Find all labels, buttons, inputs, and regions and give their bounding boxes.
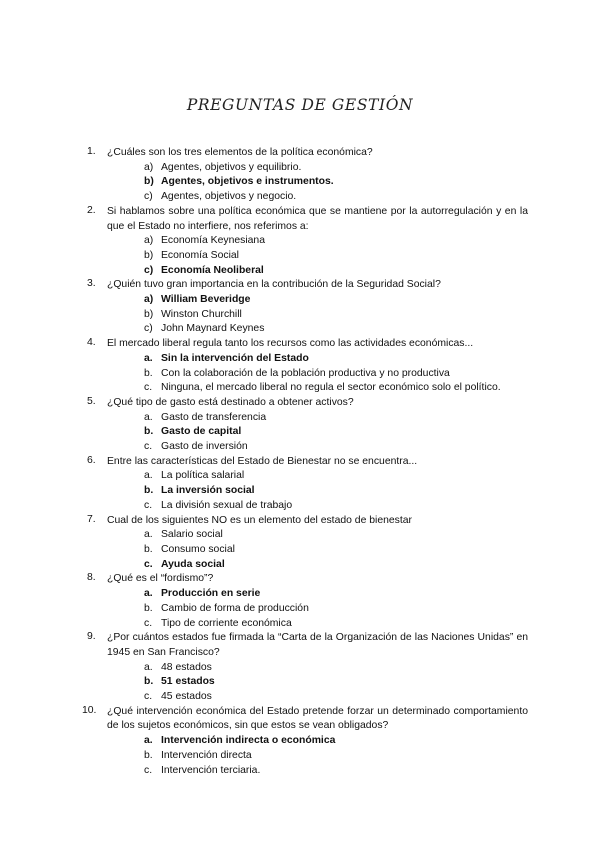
question-text: Entre las características del Estado de Bienestar no se encuentra... — [107, 455, 418, 467]
option-text: 45 estados — [161, 691, 212, 703]
question-8 — [87, 572, 528, 631]
option-text: Sin la intervención del Estado — [161, 352, 309, 364]
option-letter: c. — [144, 382, 153, 394]
option-b-correct — [144, 675, 528, 690]
option-list — [107, 528, 528, 572]
option-letter: a. — [144, 735, 153, 747]
option-text: La política salarial — [161, 470, 245, 482]
option-letter: c. — [144, 617, 153, 629]
option-letter: b) — [144, 176, 154, 188]
question-number: 3. — [87, 278, 96, 290]
option-text: Intervención terciaria. — [161, 764, 261, 776]
option-a — [144, 161, 528, 176]
option-text: Salario social — [161, 529, 223, 541]
option-letter: b. — [144, 426, 154, 438]
question-number: 1. — [87, 146, 96, 157]
option-letter: b) — [144, 308, 154, 320]
option-letter: a. — [144, 529, 153, 541]
option-letter: a) — [144, 294, 154, 306]
option-c — [144, 499, 528, 514]
option-list — [107, 293, 528, 337]
option-b-correct — [144, 175, 528, 190]
question-text: ¿Qué intervención económica del Estado pretende forzar un determinado comportamiento de los sujetos económicos, sin que estos se vean obligados? — [107, 705, 528, 732]
option-letter: a. — [144, 661, 153, 673]
option-a — [144, 528, 528, 543]
option-text: Agentes, objetivos e instrumentos. — [161, 176, 334, 188]
option-letter: c) — [144, 191, 153, 203]
option-c — [144, 381, 528, 396]
option-text: Agentes, objetivos y equilibrio. — [161, 161, 302, 173]
option-letter: c) — [144, 264, 154, 276]
question-text: ¿Por cuántos estados fue firmada la “Carta de la Organización de las Naciones Unidas” en 1945 en San Francisco? — [107, 632, 528, 658]
option-a — [144, 411, 528, 426]
option-a-correct — [144, 587, 528, 602]
question-number: 8. — [87, 572, 96, 584]
option-letter: c. — [144, 764, 153, 776]
option-c-correct — [144, 264, 528, 279]
option-text: Producción en serie — [161, 588, 261, 600]
option-text: Intervención directa — [161, 749, 252, 761]
option-text: Gasto de transferencia — [161, 411, 267, 423]
option-text: John Maynard Keynes — [161, 323, 265, 335]
option-letter: b. — [144, 602, 153, 614]
option-list — [107, 234, 528, 278]
option-letter: b. — [144, 367, 153, 379]
question-3 — [87, 278, 528, 337]
question-number: 7. — [87, 513, 96, 525]
page-title: PREGUNTAS DE GESTIÓN — [186, 96, 414, 114]
option-a — [144, 661, 528, 676]
question-1 — [87, 146, 528, 205]
option-letter: b. — [144, 485, 154, 497]
option-c-correct — [144, 558, 528, 573]
question-9 — [87, 631, 528, 705]
option-text: Consumo social — [161, 543, 235, 555]
option-text: La división sexual de trabajo — [161, 499, 293, 511]
option-letter: a) — [144, 235, 154, 247]
option-list — [107, 734, 528, 778]
option-b — [144, 749, 528, 764]
option-letter: b) — [144, 249, 154, 261]
question-number: 2. — [87, 204, 96, 216]
option-a — [144, 234, 528, 249]
option-letter: a. — [144, 352, 153, 364]
option-letter: b. — [144, 676, 154, 688]
option-letter: c) — [144, 323, 153, 335]
option-text: Tipo de corriente económica — [161, 617, 292, 629]
option-b — [144, 308, 528, 323]
option-text: Agentes, objetivos y negocio. — [161, 191, 297, 203]
question-text: El mercado liberal regula tanto los recursos como las actividades económicas... — [107, 338, 474, 350]
question-text: ¿Qué es el “fordismo”? — [107, 573, 214, 585]
option-text: Economía Keynesiana — [161, 235, 265, 247]
option-text: La inversión social — [161, 485, 255, 497]
option-text: Gasto de capital — [161, 426, 242, 438]
option-letter: c. — [144, 691, 153, 703]
option-list — [107, 161, 528, 205]
option-list — [107, 352, 528, 396]
question-4 — [87, 337, 528, 396]
option-text: Economía Neoliberal — [161, 264, 264, 276]
option-a-correct — [144, 293, 528, 308]
option-c — [144, 322, 528, 337]
question-2 — [87, 204, 528, 279]
option-text: Gasto de inversión — [161, 441, 248, 453]
option-b — [144, 543, 528, 558]
option-c — [144, 690, 528, 705]
question-number: 9. — [87, 631, 96, 643]
question-number: 5. — [87, 395, 96, 407]
option-b-correct — [144, 484, 528, 499]
question-text: Cual de los siguientes NO es un elemento del estado de bienestar — [107, 514, 412, 526]
question-text: ¿Qué tipo de gasto está destinado a obtener activos? — [107, 396, 354, 408]
question-number: 6. — [87, 454, 96, 466]
option-list — [107, 587, 528, 631]
option-b — [144, 367, 528, 382]
option-text: Cambio de forma de producción — [161, 602, 309, 614]
option-letter: a. — [144, 411, 153, 423]
option-a-correct — [144, 734, 528, 749]
option-a-correct — [144, 352, 528, 367]
question-text: Si hablamos sobre una política económica que se mantiene por la autorregulación y en la que el Estado no interfiere, nos referimos a: — [107, 205, 528, 232]
question-text: ¿Cuáles son los tres elementos de la política económica? — [107, 147, 373, 158]
option-text: Economía Social — [161, 249, 239, 261]
question-number: 10. — [82, 704, 97, 716]
option-letter: c. — [144, 558, 153, 570]
option-list — [107, 661, 528, 705]
option-letter: a. — [144, 588, 153, 600]
option-letter: c. — [144, 441, 153, 453]
option-letter: a. — [144, 470, 153, 482]
option-c — [144, 617, 528, 632]
question-5 — [87, 395, 528, 455]
option-text: Winston Churchill — [161, 308, 242, 320]
question-7 — [87, 513, 528, 573]
option-c — [144, 440, 528, 455]
option-text: Ayuda social — [161, 558, 225, 570]
option-b — [144, 602, 528, 617]
option-a — [144, 469, 528, 484]
option-text: 48 estados — [161, 661, 212, 673]
question-number: 4. — [87, 337, 96, 349]
option-letter: c. — [144, 499, 153, 511]
option-b-correct — [144, 425, 528, 440]
option-text: William Beveridge — [161, 294, 251, 306]
option-c — [144, 764, 528, 779]
option-letter: b. — [144, 543, 153, 555]
question-6 — [87, 454, 528, 514]
option-letter: a) — [144, 161, 154, 173]
option-text: Con la colaboración de la población productiva y no productiva — [161, 367, 450, 379]
question-10 — [82, 704, 528, 779]
question-list — [82, 146, 528, 778]
option-b — [144, 249, 528, 264]
option-list — [107, 411, 528, 455]
option-text: 51 estados — [161, 676, 215, 688]
option-c — [144, 190, 528, 205]
question-text: ¿Quién tuvo gran importancia en la contribución de la Seguridad Social? — [107, 279, 441, 291]
option-list — [107, 469, 528, 513]
option-text: Ninguna, el mercado liberal no regula el sector económico solo el político. — [161, 382, 501, 394]
option-letter: b. — [144, 749, 153, 761]
option-text: Intervención indirecta o económica — [161, 735, 336, 747]
